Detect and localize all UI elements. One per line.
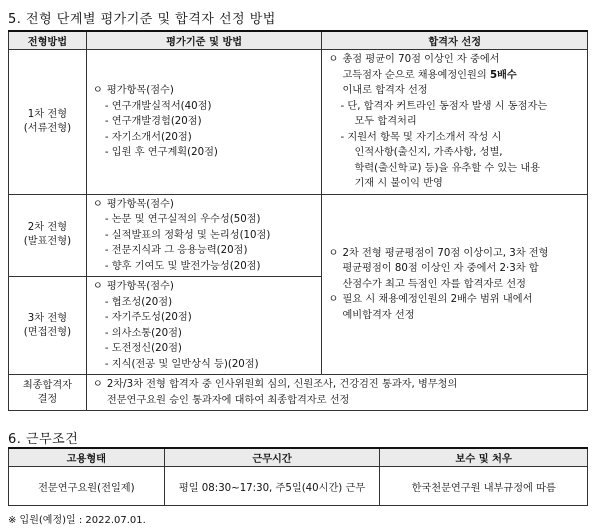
- stage3-label: 3차 전형 (면접전형): [9, 277, 87, 375]
- evaluation-header-row: [9, 31, 588, 50]
- stage2-row: [9, 194, 588, 277]
- stage23-selection: ㅇ 2차 전형 평균평점이 70점 이상이고, 3차 전형 평균평점이 80점 이상인 자 중에서 2·3차 합 산점수가 최고 득점인 자를 합격자로 선정 ㅇ 필요 시 채용예정인원의 2배수 범위 내에서 예비합격자 선정: [322, 194, 588, 375]
- header-selection: 합격자 선정: [322, 31, 588, 50]
- header-compensation: 보수 및 처우: [380, 448, 588, 467]
- list-item: - 도전정신(20점): [104, 343, 182, 354]
- circle-bullet-icon: ㅇ: [328, 294, 339, 305]
- circle-bullet-icon: ㅇ: [92, 379, 103, 390]
- list-item: - 입원 후 연구계획(20점): [104, 147, 218, 158]
- stage1-selection: ㅇ 총점 평균이 70점 이상인 자 중에서 고득점자 순으로 채용예정인원의 5배수 이내로 합격자 선정 - 단, 합격자 커트라인 동점자 발생 시 동점자는 모두 합격처리 - 지원서 항목 및 자기소개서 작성 시 인적사항(출신지, 가족사항, 성별, 학력(출신학교) 등)을 유추할 수 있는 내용 기재 시 불이익 반영: [322, 50, 588, 195]
- work-conditions-table: [8, 447, 588, 506]
- list-item: - 지식(전공 및 일반상식 등)(20점): [104, 358, 259, 370]
- list-item: - 의사소통(20점): [104, 327, 182, 339]
- circle-bullet-icon: ㅇ: [92, 85, 103, 96]
- list-item: - 협조성(20점): [104, 296, 173, 308]
- list-item: - 향후 기여도 및 발전가능성(20점): [104, 260, 261, 272]
- list-item: - 전문지식과 그 응용능력(20점): [104, 245, 248, 256]
- list-item: - 실적발표의 정확성 및 논리성(10점): [104, 229, 271, 241]
- header-work-hours: 근무시간: [164, 448, 380, 467]
- list-item: - 연구개발실적서(40점): [104, 100, 212, 112]
- final-label: 최종합격자 결정: [9, 375, 87, 411]
- final-description: ㅇ 2차/3차 전형 합격자 중 인사위원회 심의, 신원조사, 건강검진 통과자, 병무청의 전문연구요원 승인 통과자에 대하여 최종합격자로 선정: [86, 375, 587, 411]
- header-method: 전형방법: [9, 31, 87, 50]
- circle-bullet-icon: ㅇ: [92, 198, 103, 210]
- stage1-label: 1차 전형 (서류전형): [9, 50, 87, 195]
- circle-bullet-icon: ㅇ: [92, 281, 103, 292]
- list-item: - 자기소개서(20점): [104, 131, 192, 143]
- section-5-title: 5. 전형 단계별 평가기준 및 합격자 선정 방법: [8, 12, 276, 27]
- table-row: [9, 467, 588, 506]
- section-6-title: 6. 근무조건: [8, 432, 79, 447]
- list-item: - 자기주도성(20점): [104, 312, 192, 323]
- work-header-row: [9, 448, 588, 467]
- start-date-note: ※ 입원(예정)일 : 2022.07.01.: [8, 515, 146, 526]
- compensation-cell: 한국천문연구원 내부규정에 따름: [380, 467, 588, 506]
- header-criteria: 평가기준 및 방법: [86, 31, 322, 50]
- stage2-label: 2차 전형 (발표전형): [9, 194, 87, 277]
- stage2-criteria: ㅇ 평가항목(점수) - 논문 및 연구실적의 우수성(50점) - 실적발표의 정확성 및 논리성(10점) - 전문지식과 그 응용능력(20점) - 향후 기여도 및 발전가능성(20점): [86, 194, 322, 277]
- circle-bullet-icon: ㅇ: [328, 54, 339, 65]
- list-item: - 연구개발경험(20점): [104, 116, 202, 127]
- header-employment-type: 고용형태: [9, 448, 165, 467]
- list-item: - 논문 및 연구실적의 우수성(50점): [104, 214, 261, 225]
- work-hours-cell: 평일 08:30~17:30, 주5일(40시간) 근무: [164, 467, 380, 506]
- circle-bullet-icon: ㅇ: [328, 247, 339, 259]
- stage3-criteria: ㅇ 평가항목(점수) - 협조성(20점) - 자기주도성(20점) - 의사소통(20점) - 도전정신(20점) - 지식(전공 및 일반상식 등)(20점): [86, 277, 322, 375]
- employment-type-cell: 전문연구요원(전일제): [9, 467, 165, 506]
- final-row: [9, 375, 588, 411]
- stage1-row: [9, 50, 588, 195]
- evaluation-table: [8, 30, 588, 411]
- stage1-criteria: ㅇ 평가항목(점수) - 연구개발실적서(40점) - 연구개발경험(20점) - 자기소개서(20점) - 입원 후 연구계획(20점): [86, 50, 322, 195]
